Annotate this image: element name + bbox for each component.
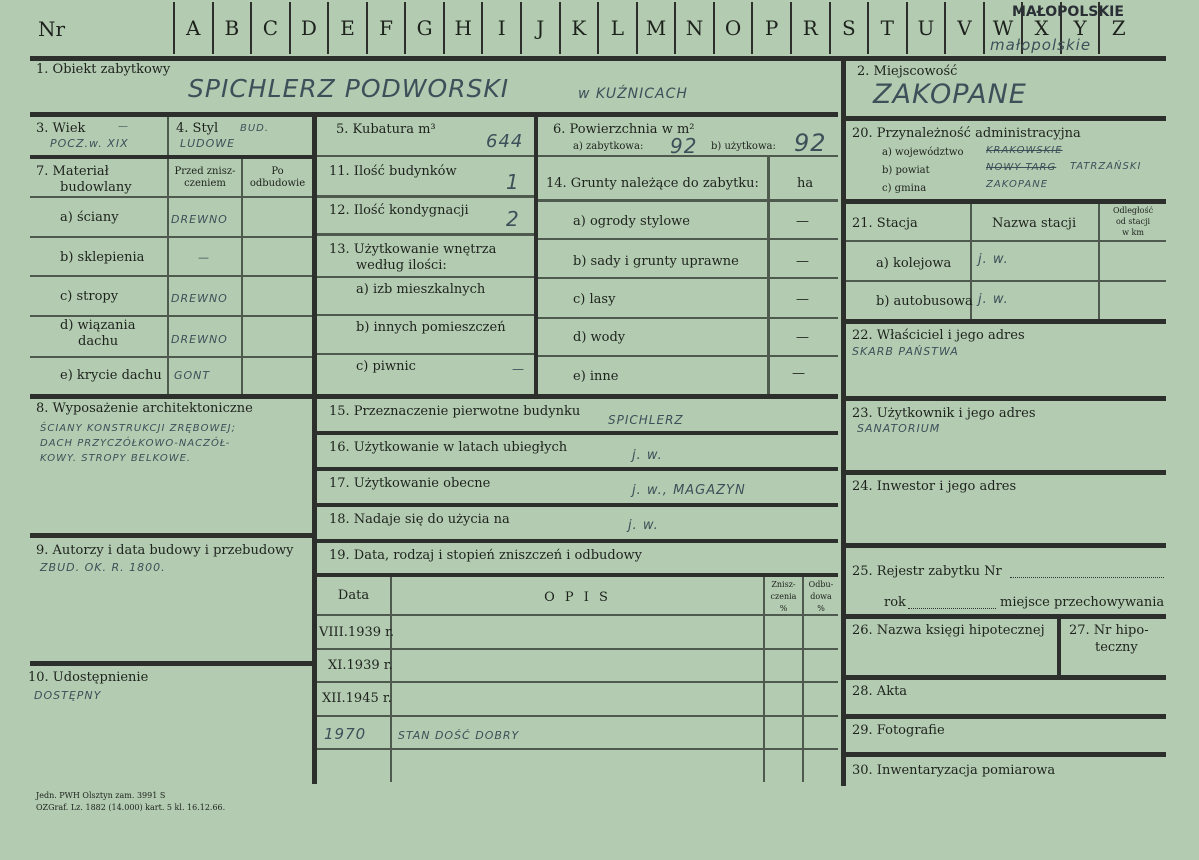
field-19-col-desc: O P I S (544, 590, 611, 605)
field-8-label: 8. Wyposażenie architektoniczne (36, 401, 253, 416)
field-19-col-destr-3: % (779, 604, 788, 613)
field-23-label: 23. Użytkownik i jego adres (852, 406, 1036, 421)
field-12-value: 2 (506, 207, 520, 231)
alphabet-letter-d: D (289, 2, 328, 54)
alphabet-letter-b: B (212, 2, 251, 54)
field-7-label-2: budowlany (60, 180, 132, 195)
alphabet-letter-u: U (906, 2, 945, 54)
field-15-value: SPICHLERZ (608, 413, 684, 427)
field-7-row-label-2: dachu (78, 334, 119, 349)
field-14-row-label: d) wody (573, 330, 626, 345)
alphabet-letter-w: W (983, 2, 1022, 54)
alphabet-letter-n: N (674, 2, 713, 54)
field-20-b-label: b) powiat (882, 165, 930, 176)
field-2-label: 2. Miejscowość (857, 64, 958, 79)
field-3-label: 3. Wiek (36, 121, 86, 136)
field-19-row-date: VIII.1939 r. (319, 625, 395, 640)
field-7-row-label: d) wiązania (60, 318, 136, 333)
field-14-row-label: e) inne (573, 369, 619, 384)
field-14-row-label: c) lasy (573, 292, 616, 307)
field-13-row-label: c) piwnic (356, 359, 416, 374)
field-14-unit: ha (797, 176, 814, 191)
field-19-col-rebuild-3: % (817, 604, 825, 613)
field-25-rok: rok (884, 595, 906, 610)
field-25-place: miejsce przechowywania (1000, 595, 1165, 610)
field-2-value: ZAKOPANE (873, 79, 1027, 110)
field-14-row-label: a) ogrody stylowe (573, 214, 690, 229)
footer-line: Jedn. PWH Olsztyn zam. 3991 S (36, 791, 166, 800)
alphabet-letter-l: L (597, 2, 636, 54)
field-29-label: 29. Fotografie (852, 723, 945, 738)
alphabet-letter-h: H (443, 2, 482, 54)
field-19-row-date: 1970 (324, 725, 367, 743)
alphabet-letter-r: R (790, 2, 829, 54)
alphabet-letter-i: I (481, 2, 520, 54)
field-14-row-label: b) sady i grunty uprawne (573, 254, 739, 269)
field-13-label-2: według ilości: (356, 258, 447, 273)
field-1-label: 1. Obiekt zabytkowy (36, 62, 171, 77)
field-5-value: 644 (486, 131, 524, 152)
alphabet-letter-v: V (944, 2, 983, 54)
alphabet-letter-z: Z (1098, 2, 1137, 54)
alphabet-letter-o: O (713, 2, 752, 54)
field-6-a-value: 92 (670, 134, 698, 158)
field-7-label-1: 7. Materiał (36, 164, 109, 179)
field-12-label: 12. Ilość kondygnacji (329, 203, 469, 218)
field-17-label: 17. Użytkowanie obecne (329, 476, 491, 491)
alphabet-letter-s: S (829, 2, 868, 54)
field-7-row-label: c) stropy (60, 289, 119, 304)
field-7-row-value: DREWNO (171, 213, 228, 226)
field-13-row-label: a) izb mieszkalnych (356, 282, 486, 297)
field-6-label: 6. Powierzchnia w m² (553, 122, 695, 137)
field-22-label: 22. Właściciel i jego adres (852, 328, 1025, 343)
field-7-row-label: e) krycie dachu (60, 368, 162, 383)
field-21-col-dist-2: od stacji (1115, 217, 1151, 226)
field-1-value: SPICHLERZ PODWORSKI (188, 74, 510, 103)
field-14-row-value: — (792, 366, 805, 381)
field-18-value: j. w. (628, 518, 659, 533)
field-6-b-value: 92 (794, 129, 827, 157)
field-18-label: 18. Nadaje się do użycia na (329, 512, 510, 527)
field-21-row-value: j. w. (978, 252, 1009, 267)
field-25-label: 25. Rejestr zabytku Nr (852, 564, 1002, 579)
field-10-label: 10. Udostępnienie (28, 670, 149, 685)
field-14-label: 14. Grunty należące do zabytku: (546, 176, 759, 191)
field-19-col-date: Data (337, 588, 370, 603)
field-13-label-1: 13. Użytkowanie wnętrza (329, 242, 497, 257)
alphabet-letter-k: K (559, 2, 598, 54)
field-7-col-before-1: Przed znisz- (174, 166, 236, 177)
field-8-line: ŚCIANY KONSTRUKCJI ZRĘBOWEJ; (40, 423, 236, 434)
field-19-col-rebuild-1: Odbu- (808, 580, 834, 589)
field-14-row-value: — (796, 330, 809, 345)
field-16-value: j. w. (632, 448, 663, 463)
field-21-col-name: Nazwa stacji (992, 216, 1077, 231)
field-7-row-value: DREWNO (171, 333, 228, 346)
field-6-a-label: a) zabytkowa: (573, 141, 644, 152)
alphabet-letter-x: X (1021, 2, 1060, 54)
field-20-a-value: KRAKOWSKIE (986, 145, 1063, 156)
field-14-row-value: — (796, 254, 809, 269)
alphabet-letter-p: P (751, 2, 790, 54)
field-19-row-date: XI.1939 r. (328, 658, 393, 673)
field-20-b-value-struck: NOWY TARG (986, 162, 1057, 173)
field-30-label: 30. Inwentaryzacja pomiarowa (852, 763, 1056, 778)
alphabet-letter-f: F (366, 2, 405, 54)
field-21-col-dist-3: w km (1122, 228, 1144, 237)
field-21-row-label: a) kolejowa (876, 256, 952, 271)
field-28-label: 28. Akta (852, 684, 908, 699)
alphabet-letter-c: C (250, 2, 289, 54)
field-20-b-value: TATRZAŃSKI (1070, 161, 1142, 172)
field-4-value-1: BUD. (240, 123, 270, 134)
field-19-col-destr-1: Znisz- (771, 580, 796, 589)
field-22-value: SKARB PAŃSTWA (852, 345, 959, 358)
region-handwritten: małopolskie (990, 36, 1092, 54)
field-25-rok-line (908, 607, 996, 609)
field-9-label: 9. Autorzy i data budowy i przebudowy (36, 543, 294, 558)
alphabet-letter-e: E (327, 2, 366, 54)
field-27-label-2: teczny (1095, 640, 1138, 655)
field-14-row-value: — (796, 292, 809, 307)
field-23-value: SANATORIUM (857, 422, 941, 435)
field-21-row-label: b) autobusowa (876, 294, 973, 309)
alphabet-letter-a: A (173, 2, 212, 54)
field-11-value: 1 (506, 170, 520, 194)
field-24-label: 24. Inwestor i jego adres (852, 479, 1017, 494)
field-10-value: DOSTĘPNY (34, 689, 102, 702)
field-9-value: ZBUD. OK. R. 1800. (40, 561, 166, 574)
field-7-row-label: a) ściany (60, 210, 119, 225)
field-7-col-before-2: czeniem (184, 178, 226, 189)
field-3-value-1: — (118, 121, 129, 132)
field-21-col-dist-1: Odległość (1112, 206, 1154, 215)
field-6-b-label: b) użytkowa: (711, 141, 776, 152)
alphabet-letter-t: T (867, 2, 906, 54)
alphabet-letter-m: M (636, 2, 675, 54)
footer-line: OZGraf. Lz. 1882 (14.000) kart. 5 kl. 16.12.66. (36, 803, 226, 812)
field-7-row-value: DREWNO (171, 292, 228, 305)
field-20-c-label: c) gmina (882, 183, 927, 194)
alphabet-letter-j: J (520, 2, 559, 54)
field-7-col-after-1: Po (271, 166, 284, 177)
field-19-col-destr-2: czenia (770, 592, 797, 601)
field-11-label: 11. Ilość budynków (329, 164, 457, 179)
field-7-row-value: — (198, 251, 210, 264)
field-4-label: 4. Styl (176, 121, 219, 136)
field-19-label: 19. Data, rodzaj i stopień zniszczeń i odbudowy (329, 548, 643, 563)
alphabet-letter-y: Y (1060, 2, 1099, 54)
field-16-label: 16. Użytkowanie w latach ubiegłych (329, 440, 568, 455)
region-stamp: MAŁOPOLSKIE (1012, 4, 1124, 20)
field-13-row-label: b) innych pomieszczeń (356, 320, 506, 335)
field-21-row-value: j. w. (978, 292, 1009, 307)
field-20-a-label: a) województwo (882, 147, 964, 158)
field-27-label-1: 27. Nr hipo- (1069, 623, 1149, 638)
field-13-row-value: — (512, 362, 525, 376)
field-8-line: DACH PRZYCZÓŁKOWO-NACZÓŁ- (40, 438, 231, 449)
field-19-col-rebuild-2: dowa (810, 592, 832, 601)
field-21-label: 21. Stacja (852, 216, 918, 231)
field-20-c-value: ZAKOPANE (986, 179, 1049, 190)
field-7-col-after-2: odbudowie (249, 178, 306, 189)
field-15-label: 15. Przeznaczenie pierwotne budynku (329, 404, 581, 419)
field-26-label: 26. Nazwa księgi hipotecznej (852, 623, 1045, 638)
field-7-row-label: b) sklepienia (60, 250, 145, 265)
field-17-value: j. w., MAGAZYN (632, 483, 746, 498)
field-4-value-2: LUDOWE (180, 137, 236, 150)
field-8-line: KOWY. STROPY BELKOWE. (40, 453, 192, 464)
field-19-row-date: XII.1945 r. (322, 691, 392, 706)
alphabet-nr: Nr (38, 17, 66, 41)
alphabet-letter-g: G (404, 2, 443, 54)
field-14-row-value: — (796, 214, 809, 229)
field-1-value-location: w KUŹNICACH (578, 86, 688, 102)
field-20-label: 20. Przynależność administracyjna (852, 126, 1081, 141)
field-19-row-desc: STAN DOŚĆ DOBRY (398, 729, 520, 742)
field-5-label: 5. Kubatura m³ (336, 122, 436, 137)
field-25-line (1010, 576, 1164, 578)
field-7-row-value: GONT (174, 369, 211, 382)
field-3-value-2: POCZ.w. XIX (50, 137, 129, 150)
